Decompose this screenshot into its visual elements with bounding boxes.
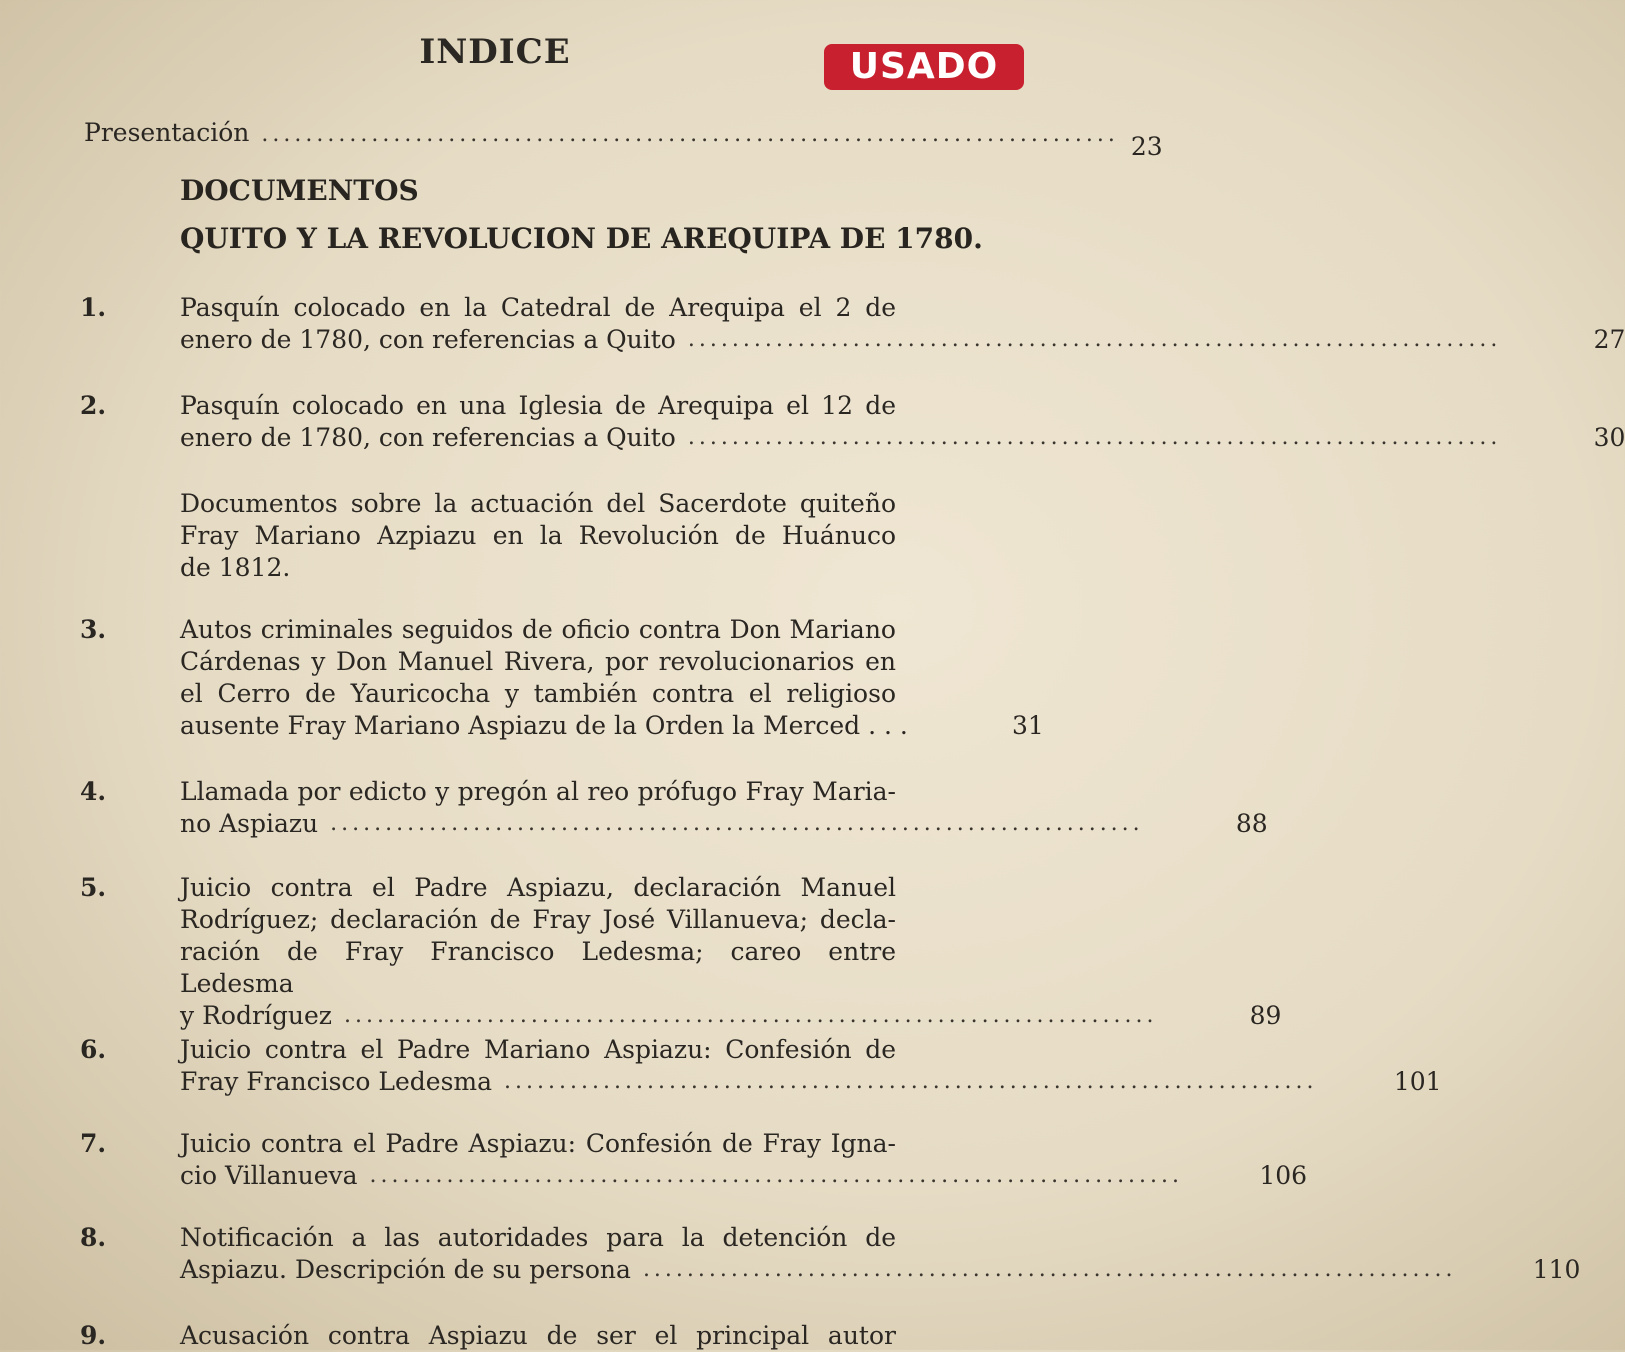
entry-body bbox=[180, 614, 1044, 742]
entry-last-line bbox=[180, 710, 1044, 742]
entry-page-number: 30 bbox=[1593, 423, 1625, 452]
entry-number: 4. bbox=[80, 777, 107, 806]
dot-leader: .............................................................................. bbox=[261, 122, 1119, 147]
entry-body bbox=[180, 1320, 896, 1352]
entry-line: Notificación a las autoridades para la detención de bbox=[180, 1223, 896, 1252]
entry-body bbox=[180, 1128, 1308, 1192]
entry-line: no Aspiazu bbox=[180, 809, 319, 838]
entry-line: Pasquín colocado en la Catedral de Arequipa el 2 de bbox=[180, 293, 896, 322]
entry-page-number: 27 bbox=[1593, 325, 1625, 354]
entry-number: 9. bbox=[80, 1321, 107, 1350]
entry-last-line bbox=[180, 552, 896, 584]
presentation-label: Presentación bbox=[84, 118, 250, 147]
entry-line: enero de 1780, con referencias a Quito bbox=[180, 325, 676, 354]
dot-leader: .......................................................................... bbox=[504, 1069, 1318, 1094]
entry-body bbox=[180, 390, 1625, 454]
used-badge: USADO bbox=[824, 44, 1024, 90]
entry-last-line bbox=[180, 422, 1625, 454]
entry-line: ración de Fray Francisco Ledesma; careo entre Ledesma bbox=[180, 937, 896, 998]
documents-heading: DOCUMENTOS bbox=[180, 174, 419, 207]
entry-body bbox=[180, 872, 1282, 1032]
entry-line: Fray Mariano Azpiazu en la Revolución de Huánuco bbox=[180, 521, 896, 550]
entry-line: Documentos sobre la actuación del Sacerdote quiteño bbox=[180, 489, 896, 518]
entry-number: 1. bbox=[80, 293, 107, 322]
presentation-page: 23 bbox=[1130, 132, 1163, 161]
entry-number: 3. bbox=[80, 615, 107, 644]
entry-line: y Rodríguez bbox=[180, 1001, 332, 1030]
entry-page-number: 88 bbox=[1235, 809, 1268, 838]
toc-entry bbox=[80, 1128, 1308, 1192]
toc-entry bbox=[80, 390, 1625, 454]
entry-number: 7. bbox=[80, 1129, 107, 1158]
entry-line: ausente Fray Mariano Aspiazu de la Orden la Merced . . . bbox=[180, 711, 908, 740]
entry-line: Llamada por edicto y pregón al reo prófugo Fray Maria- bbox=[180, 777, 896, 806]
toc-entry bbox=[80, 1320, 950, 1352]
entry-line: Autos criminales seguidos de oficio contra Don Mariano bbox=[180, 615, 896, 644]
entry-page-number: 101 bbox=[1393, 1067, 1442, 1096]
dot-leader: .......................................................................... bbox=[687, 327, 1502, 352]
entry-number: 2. bbox=[80, 391, 107, 420]
dot-leader: .......................................................................... bbox=[687, 425, 1502, 450]
entry-line: el Cerro de Yauricocha y también contra el religioso bbox=[180, 679, 896, 708]
entry-line: Juicio contra el Padre Mariano Aspiazu: Confesión de bbox=[180, 1035, 896, 1064]
entry-line: Fray Francisco Ledesma bbox=[180, 1067, 493, 1096]
entry-line: Aspiazu. Descripción de su persona bbox=[180, 1255, 631, 1284]
entry-line: de 1812. bbox=[180, 553, 291, 582]
dot-leader: .......................................................................... bbox=[343, 1003, 1158, 1028]
toc-entry bbox=[80, 872, 1282, 1032]
entry-line: Juicio contra el Padre Aspiazu: Confesión de Fray Igna- bbox=[180, 1129, 896, 1158]
entry-line: Cárdenas y Don Manuel Rivera, por revolucionarios en bbox=[180, 647, 896, 676]
entry-line: enero de 1780, con referencias a Quito bbox=[180, 423, 676, 452]
entry-page-number: 89 bbox=[1249, 1001, 1282, 1030]
entry-last-line bbox=[180, 1000, 1282, 1032]
entry-page-number: 106 bbox=[1259, 1161, 1308, 1190]
entry-line: Pasquín colocado en una Iglesia de Arequipa el 12 de bbox=[180, 391, 896, 420]
entry-body bbox=[180, 488, 896, 584]
toc-entry bbox=[80, 614, 1044, 742]
entry-body bbox=[180, 776, 1268, 840]
toc-entry bbox=[80, 1222, 1581, 1286]
toc-entry bbox=[80, 1034, 1442, 1098]
entry-number: 8. bbox=[80, 1223, 107, 1252]
dot-leader: .......................................................................... bbox=[330, 811, 1144, 836]
toc-entry bbox=[80, 488, 950, 584]
dot-leader: .......................................................................... bbox=[369, 1163, 1184, 1188]
entry-last-line bbox=[180, 324, 1625, 356]
dot-leader: .......................................................................... bbox=[642, 1257, 1457, 1282]
entry-line: Rodríguez; declaración de Fray José Villanueva; decla- bbox=[180, 905, 896, 934]
section-heading: QUITO Y LA REVOLUCION DE AREQUIPA DE 1780. bbox=[180, 222, 983, 255]
page-title: INDICE bbox=[419, 32, 571, 72]
entry-last-line bbox=[180, 1254, 1581, 1286]
entry-last-line bbox=[180, 1160, 1308, 1192]
entry-body bbox=[180, 292, 1625, 356]
entry-line: Acusación contra Aspiazu de ser el principal autor bbox=[180, 1321, 896, 1350]
entry-line: cio Villanueva bbox=[180, 1161, 358, 1190]
toc-entry bbox=[80, 292, 1625, 356]
entry-last-line bbox=[180, 808, 1268, 840]
entry-line: Juicio contra el Padre Aspiazu, declaración Manuel bbox=[180, 873, 896, 902]
entry-body bbox=[180, 1034, 1442, 1098]
entry-last-line bbox=[180, 1066, 1442, 1098]
presentation-entry bbox=[84, 118, 1163, 161]
entry-number: 6. bbox=[80, 1035, 107, 1064]
entry-page-number: 110 bbox=[1532, 1255, 1581, 1284]
toc-entry bbox=[80, 776, 1268, 840]
entry-page-number: 31 bbox=[1012, 711, 1044, 740]
entry-number: 5. bbox=[80, 873, 107, 902]
entry-body bbox=[180, 1222, 1581, 1286]
